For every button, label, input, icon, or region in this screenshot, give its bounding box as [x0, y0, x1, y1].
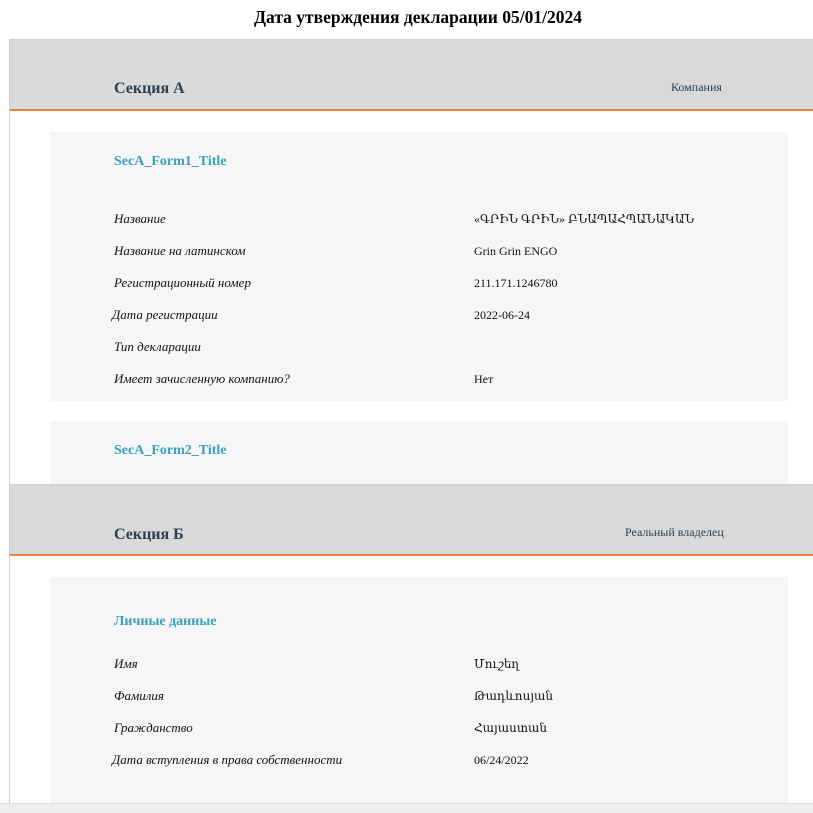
- field-label-first-name: Имя: [114, 656, 138, 671]
- field-label-registration-number: Регистрационный номер: [114, 275, 251, 290]
- section-a-type: Компания: [671, 80, 722, 94]
- field-value-first-name: Մուշեղ: [474, 657, 520, 671]
- field-label-declaration-type: Тип декларации: [114, 339, 201, 354]
- field-label-registration-date: Дата регистрации: [112, 307, 218, 322]
- section-a-form2-title: SecA_Form2_Title: [114, 443, 227, 458]
- field-value-name: «ԳՐԻՆ ԳՐԻՆ» ԲՆԱՊԱՀՊԱՆԱԿԱՆ: [474, 212, 695, 226]
- field-label-name: Название: [114, 211, 166, 226]
- section-b-title: Секция Б: [114, 526, 184, 543]
- section-b-personal-card: [50, 577, 788, 803]
- field-label-ownership-date: Дата вступления в права собственности: [112, 752, 343, 767]
- field-label-last-name: Фамилия: [114, 688, 164, 703]
- section-a-form1-title: SecA_Form1_Title: [114, 154, 227, 169]
- field-label-citizenship: Гражданство: [114, 720, 193, 735]
- section-b-type: Реальный владелец: [625, 525, 724, 539]
- field-label-has-enrolled-company: Имеет зачисленную компанию?: [114, 371, 290, 386]
- section-a-header: [10, 40, 813, 111]
- section-b-header: [10, 484, 813, 556]
- field-label-latin-name: Название на латинском: [114, 243, 246, 258]
- field-value-ownership-date: 06/24/2022: [474, 753, 529, 767]
- field-value-last-name: Թադևոսյան: [474, 689, 554, 703]
- field-value-has-enrolled-company: Нет: [474, 372, 494, 386]
- field-value-citizenship: Հայաստան: [474, 721, 548, 735]
- section-b-personal-title: Личные данные: [114, 614, 217, 629]
- field-value-registration-number: 211.171.1246780: [474, 276, 558, 290]
- field-value-registration-date: 2022-06-24: [474, 308, 530, 322]
- horizontal-scrollbar[interactable]: [0, 803, 813, 813]
- section-a-form1-card: [50, 132, 788, 401]
- field-value-latin-name: Grin Grin ENGO: [474, 244, 558, 258]
- section-a-form2-card: [50, 421, 788, 484]
- page-title: Дата утверждения декларации 05/01/2024: [254, 7, 582, 27]
- section-a-title: Секция А: [114, 80, 185, 97]
